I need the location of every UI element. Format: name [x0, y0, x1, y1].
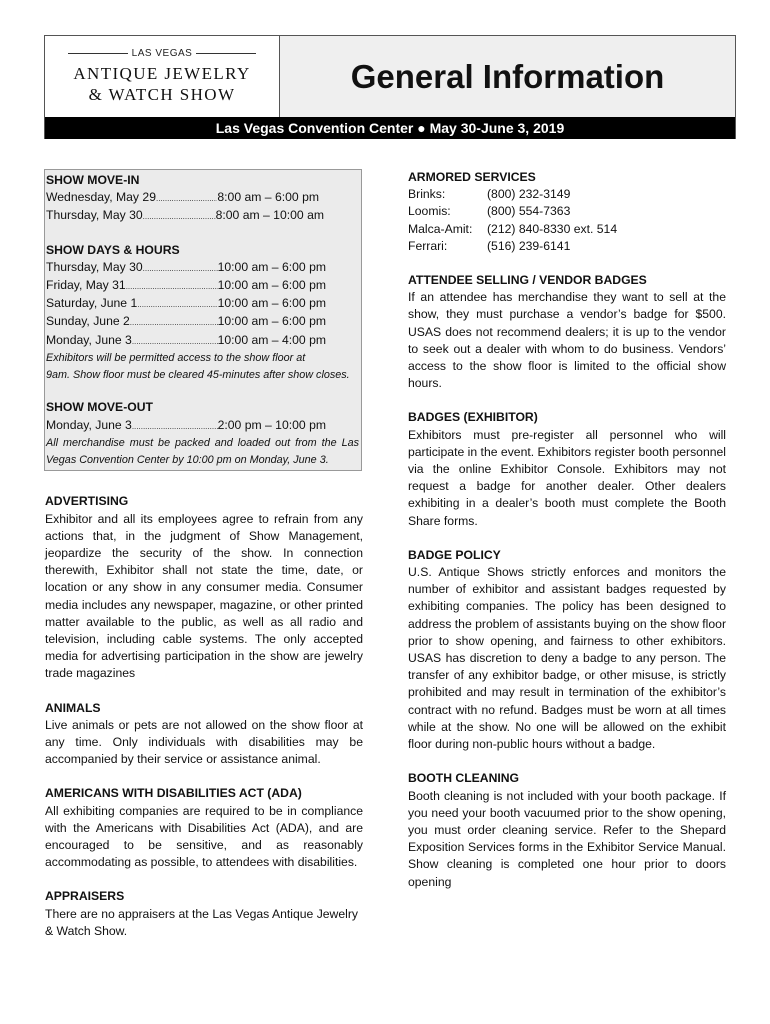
armored-services-section [408, 169, 726, 255]
schedule-row: Monday, June 3 ..... 2:00 pm – 10:00 pm [46, 417, 359, 435]
logo-line-2: & WATCH SHOW [88, 85, 236, 104]
logo-top-line [45, 48, 279, 59]
contact-row: Malca-Amit: (212) 840-8330 ext. 514 [408, 221, 618, 236]
move-out-section [46, 399, 359, 468]
booth-cleaning-heading: BOOTH CLEANING [408, 771, 520, 786]
show-logo [45, 36, 279, 117]
schedule-row: Wednesday, May 29 ..... 8:00 am – 6:00 pm [46, 189, 359, 207]
booth-cleaning-section [408, 770, 726, 890]
attendee-selling-heading: ATTENDEE SELLING / VENDOR BADGES [408, 273, 647, 288]
hours-note-line2: 9am. Show floor must be cleared 45-minutes after show closes. [46, 368, 350, 381]
schedule-row: Thursday, May 30 ..... 10:00 am – 6:00 pm [46, 259, 359, 277]
advertising-heading: ADVERTISING [45, 494, 129, 509]
schedule-row: Friday, May 31 ..... 10:00 am – 6:00 pm [46, 277, 359, 295]
left-column [45, 169, 363, 957]
badges-heading: BADGES (EXHIBITOR) [408, 410, 538, 425]
show-days-heading: SHOW DAYS & HOURS [46, 242, 180, 257]
animals-heading: ANIMALS [45, 700, 101, 715]
ada-heading: AMERICANS WITH DISABILITIES ACT (ADA) [45, 786, 302, 801]
armored-services-heading: ARMORED SERVICES [408, 170, 536, 184]
document-header [44, 35, 736, 139]
badge-policy-section [408, 547, 726, 753]
schedule-row: Thursday, May 30 ..... 8:00 am – 10:00 am [46, 207, 359, 225]
contact-row: Loomis: (800) 554-7363 [408, 204, 571, 219]
advertising-section [45, 493, 363, 682]
logo-line-1: ANTIQUE JEWELRY [73, 64, 251, 83]
title-box [279, 36, 735, 117]
schedule-row: Saturday, June 1 ..... 10:00 am – 6:00 pm [46, 295, 359, 313]
booth-cleaning-body: Booth cleaning is not included with your booth package. If you need your booth vacuumed prior to the show opening, you must order cleaning service. Refer to the Shepard Exposition Services forms in the Exhibitor Service Manual. Show cleaning is completed one hour prior to doors opening [408, 788, 726, 889]
hours-note-line1: Exhibitors will be permitted access to the show floor at [46, 351, 306, 364]
advertising-body: Exhibitor and all its employees agree to refrain from any actions that, in the judgment of Show Management, jeopardize the security of the show. In connection therewith, Exhibitor shall not state the time, date, or location or any show in any consumer media. Consumer media includes any newspaper, magazine, or other printed matter available to the public, as well as all radio and television, including cable systems. The only accepted media for advertising participation in the show are jewelry trade magazines [45, 511, 363, 681]
move-in-heading: SHOW MOVE-IN [46, 173, 140, 187]
show-days-section [46, 242, 359, 384]
animals-section [45, 700, 363, 769]
logo-top-text: LAS VEGAS [131, 48, 193, 59]
venue-date-banner: Las Vegas Convention Center ● May 30-June 3, 2019 [45, 117, 735, 139]
page-title: General Information [350, 58, 665, 95]
appraisers-section [45, 888, 363, 940]
badges-section [408, 409, 726, 529]
logo-rule-left [68, 53, 128, 54]
animals-body: Live animals or pets are not allowed on the show floor at any time. Only individuals with disabilities may be accompanied by their service or assistance animal. [45, 717, 363, 767]
ada-section [45, 785, 363, 871]
move-out-note: All merchandise must be packed and loaded out from the Las Vegas Convention Center by 10:00 pm on Monday, June 3. [46, 436, 359, 466]
schedule-box [44, 169, 362, 471]
schedule-row: Monday, June 3 ..... 10:00 am – 4:00 pm [46, 332, 359, 350]
attendee-selling-section [408, 272, 726, 392]
badge-policy-body: U.S. Antique Shows strictly enforces and monitors the number of exhibitor and assistant badges requested by exhibiting companies. The policy has been designed to address the problem of assistants buying on the show floor prior to show opening, and fairness to other exhibitors. USAS has discretion to deny a badge to any person. The transfer of any exhibitor badge, or other misuse, is strictly prohibited and may result in termination of the exhibitor’s contract with no refund. Badges must be worn at all times while at the show. No one will be allowed on the exhibit floor during non-public hours without a badge. [408, 565, 726, 752]
move-out-heading: SHOW MOVE-OUT [46, 400, 153, 415]
logo-rule-right [196, 53, 256, 54]
schedule-row: Sunday, June 2 ..... 10:00 am – 6:00 pm [46, 313, 359, 331]
right-column [408, 169, 726, 908]
move-in-section [46, 172, 359, 226]
ada-body: All exhibiting companies are required to be in compliance with the Americans with Disabilities Act (ADA), and are encouraged to be sensitive, and as reasonably accommodating as possible, to attendees with disabilities. [45, 803, 363, 870]
attendee-selling-body: If an attendee has merchandise they want to sell at the show, they must purchase a vendor’s badge for $500. USAS does not recommend dealers; it is up to the vendor to seek out a dealer with whom to do business. Vendors’ access to the show floor is limited to the official show hours. [408, 290, 726, 391]
badges-body: Exhibitors must pre-register all personnel who will participate in the event. Exhibitors register booth personnel via the online Exhibitor Console. Exhibitors may not request a badge for another dealer. Other dealers exhibiting in a dealer’s booth must complete the Booth Share forms. [408, 427, 726, 528]
contact-row: Brinks: (800) 232-3149 [408, 187, 571, 202]
badge-policy-heading: BADGE POLICY [408, 547, 501, 562]
appraisers-body: There are no appraisers at the Las Vegas Antique Jewelry & Watch Show. [45, 906, 358, 938]
appraisers-heading: APPRAISERS [45, 889, 125, 904]
contact-row: Ferrari: (516) 239-6141 [408, 238, 571, 253]
